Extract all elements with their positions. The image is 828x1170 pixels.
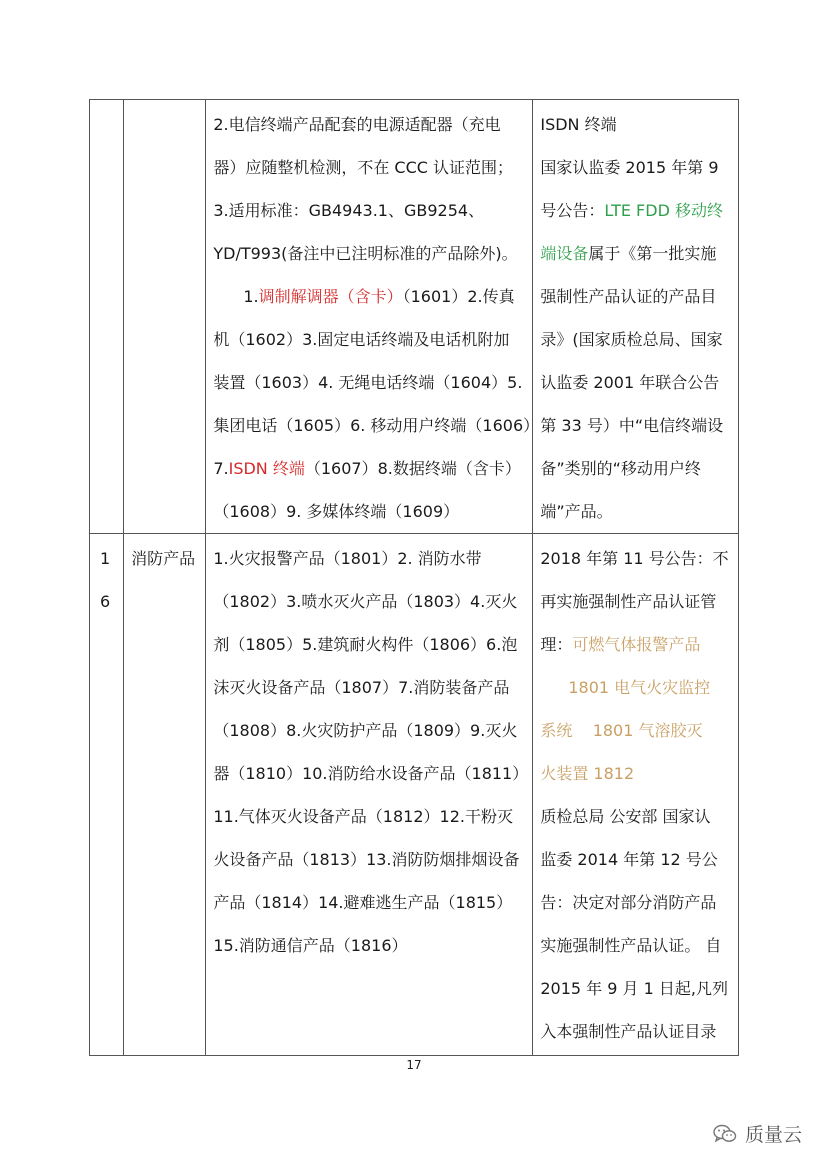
- watermark-text: 质量云: [744, 1124, 802, 1146]
- product-line: （1608）9. 多媒体终端（1609）: [213, 502, 460, 521]
- product-line: 沫灭火设备产品（1807）7.消防装备产品: [213, 678, 510, 697]
- note-line: 质检总局 公安部 国家认: [540, 807, 711, 826]
- note-line: 火装置 1812: [540, 764, 635, 783]
- products-cell: [206, 100, 540, 534]
- product-text: （1601）2.传真: [402, 287, 515, 306]
- product-line: 器（1810）10.消防给水设备产品（1811）: [213, 764, 529, 783]
- product-line: 1.火灾报警产品（1801）2. 消防水带: [213, 549, 482, 568]
- product-line: 15.消防通信产品（1816）: [213, 936, 408, 955]
- product-line: 装置（1603）4. 无绳电话终端（1604）5.: [213, 373, 523, 392]
- product-line: 机（1602）3.固定电话终端及电话机附加: [213, 330, 510, 349]
- category-cell: [124, 100, 206, 534]
- product-line: 11.气体灭火设备产品（1812）12.干粉灭: [213, 807, 513, 826]
- product-line: 剂（1805）5.建筑耐火构件（1806）6.泡: [213, 635, 518, 654]
- product-text: 7.: [213, 459, 229, 478]
- note-line: 系统 1801 气溶胶灭: [540, 721, 703, 740]
- product-line: 集团电话（1605）6. 移动用户终端（1606）: [213, 416, 540, 435]
- note-text: 属于《第一批实施: [588, 244, 717, 263]
- product-line: [213, 447, 526, 490]
- highlighted-note-text: 可燃气体报警产品: [572, 635, 701, 654]
- product-text: 1.: [243, 287, 259, 306]
- note-line: 第 33 号）中“电信终端设: [540, 416, 724, 435]
- row-number-cell: [90, 100, 124, 534]
- table-row: [90, 100, 739, 534]
- note-line: 强制性产品认证的产品目: [540, 287, 717, 306]
- note-text: 理：: [540, 635, 573, 654]
- note-line: 国家认监委 2015 年第 9: [540, 158, 719, 177]
- note-line: 入本强制性产品认证目录: [540, 1022, 717, 1041]
- notes-cell: [533, 100, 739, 534]
- product-line: YD/T993(备注中已注明标准的产品除外)。: [213, 244, 518, 263]
- note-line: 实施强制性产品认证。 自: [540, 936, 722, 955]
- product-line: [213, 275, 526, 318]
- highlighted-product-text: 调制解调器（含卡）: [258, 287, 403, 306]
- product-catalog-table: [89, 99, 739, 1056]
- watermark: [713, 1120, 802, 1147]
- note-line: 认监委 2001 年联合公告: [540, 373, 720, 392]
- category-label: 消防产品: [131, 549, 196, 568]
- note-line: [540, 232, 732, 275]
- product-line: （1802）3.喷水灭火产品（1803）4.灭火: [213, 592, 518, 611]
- highlighted-note-text: LTE FDD 移动终: [604, 201, 723, 220]
- page-number: 17: [406, 1058, 422, 1072]
- note-line: 告：决定对部分消防产品: [540, 893, 717, 912]
- note-line: 备”类别的“移动用户终: [540, 459, 701, 478]
- note-line: 录》(国家质检总局、国家: [540, 330, 723, 349]
- note-line: 2015 年 9 月 1 日起,凡列: [540, 979, 728, 998]
- note-line: 再实施强制性产品认证管: [540, 592, 717, 611]
- note-line: 1801 电气火灾监控: [568, 678, 711, 697]
- note-line: 监委 2014 年第 12 号公: [540, 850, 718, 869]
- highlighted-product-text: ISDN 终端: [228, 459, 305, 478]
- category-cell: [124, 534, 206, 1056]
- table-row: [90, 534, 739, 1056]
- note-line: ISDN 终端: [540, 115, 617, 134]
- product-line: 火设备产品（1813）13.消防防烟排烟设备: [213, 850, 520, 869]
- notes-cell: [533, 534, 739, 1056]
- products-cell: [206, 534, 533, 1056]
- product-line: 2.电信终端产品配套的电源适配器（充电: [213, 115, 501, 134]
- product-text: （1607）8.数据终端（含卡）: [304, 459, 521, 478]
- row-number-digit: 6: [100, 592, 111, 611]
- product-line: 产品（1814）14.避难逃生产品（1815）: [213, 893, 513, 912]
- note-text: 号公告：: [540, 201, 605, 220]
- product-line: 3.适用标准：GB4943.1、GB9254、: [213, 201, 485, 220]
- note-line: [540, 189, 732, 232]
- row-number-cell: [90, 534, 124, 1056]
- highlighted-note-text: 端设备: [540, 244, 589, 263]
- product-line: （1808）8.火灾防护产品（1809）9.灭火: [213, 721, 518, 740]
- note-line: 端”产品。: [540, 502, 613, 521]
- note-line: [540, 623, 732, 666]
- row-number-digit: 1: [100, 549, 111, 568]
- note-line: 2018 年第 11 号公告：不: [540, 549, 729, 568]
- product-line: 器）应随整机检测，不在 CCC 认证范围；: [213, 158, 514, 177]
- wechat-icon: [713, 1124, 737, 1144]
